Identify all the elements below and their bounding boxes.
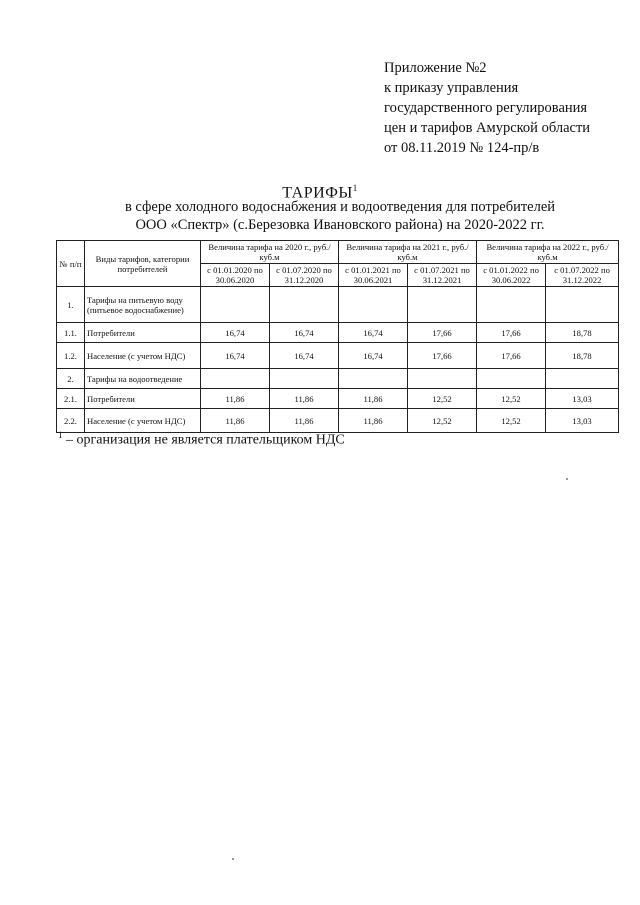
row-name: Тарифы на водоотведение bbox=[85, 369, 201, 389]
appendix-line: государственного регулирования bbox=[384, 100, 588, 116]
tariff-value bbox=[201, 369, 270, 389]
footnote-text: – организация не является плательщиком НДС bbox=[62, 432, 345, 448]
table-row bbox=[57, 343, 619, 369]
appendix-line: к приказу управления bbox=[384, 80, 519, 96]
row-num: 1. bbox=[57, 287, 85, 323]
tariff-value bbox=[339, 287, 408, 323]
header-period: с 01.07.2020 по 31.12.2020 bbox=[270, 264, 339, 287]
appendix-block bbox=[384, 58, 624, 158]
header-year-2020: Величина тарифа на 2020 г., руб./куб.м bbox=[201, 241, 339, 264]
tariff-value bbox=[408, 287, 477, 323]
tariff-value: 11,86 bbox=[270, 389, 339, 409]
row-name: Потребители bbox=[85, 323, 201, 343]
row-name: Население (с учетом НДС) bbox=[85, 343, 201, 369]
scan-speck bbox=[566, 478, 568, 480]
tariff-value: 16,74 bbox=[270, 343, 339, 369]
tariff-value bbox=[270, 369, 339, 389]
tariff-value: 17,66 bbox=[477, 323, 546, 343]
header-num: № п/п bbox=[57, 241, 85, 287]
header-period: с 01.07.2021 по 31.12.2021 bbox=[408, 264, 477, 287]
tariff-value bbox=[339, 369, 408, 389]
table-row bbox=[57, 369, 619, 389]
tariff-value: 16,74 bbox=[201, 323, 270, 343]
tariff-table bbox=[56, 240, 619, 433]
tariff-value: 17,66 bbox=[477, 343, 546, 369]
header-period: с 01.01.2021 по 30.06.2021 bbox=[339, 264, 408, 287]
header-kind: Виды тарифов, категории потребителей bbox=[85, 241, 201, 287]
header-year-2021: Величина тарифа на 2021 г., руб./куб.м bbox=[339, 241, 477, 264]
header-period: с 01.01.2022 по 30.06.2022 bbox=[477, 264, 546, 287]
document-subtitle bbox=[60, 198, 620, 234]
tariff-value: 16,74 bbox=[201, 343, 270, 369]
tariff-value: 13,03 bbox=[546, 409, 619, 433]
tariff-value: 11,86 bbox=[339, 409, 408, 433]
table-row bbox=[57, 287, 619, 323]
row-name: Тарифы на питьевую воду (питьевое водоснабжение) bbox=[85, 287, 201, 323]
title-footnote-mark: 1 bbox=[352, 183, 358, 193]
tariff-value: 12,52 bbox=[408, 389, 477, 409]
tariff-value: 18,78 bbox=[546, 323, 619, 343]
tariff-value: 11,86 bbox=[339, 389, 408, 409]
tariff-value: 12,52 bbox=[477, 409, 546, 433]
appendix-line: от 08.11.2019 № 124-пр/в bbox=[384, 140, 540, 156]
tariff-value bbox=[201, 287, 270, 323]
header-period: с 01.01.2020 по 30.06.2020 bbox=[201, 264, 270, 287]
tariff-value bbox=[546, 287, 619, 323]
header-year-2022: Величина тарифа на 2022 г., руб./куб.м bbox=[477, 241, 619, 264]
tariff-value: 11,86 bbox=[201, 409, 270, 433]
appendix-line: Приложение №2 bbox=[384, 60, 487, 76]
tariff-value: 16,74 bbox=[339, 323, 408, 343]
tariff-value bbox=[270, 287, 339, 323]
row-num: 2.1. bbox=[57, 389, 85, 409]
tariff-value bbox=[477, 287, 546, 323]
tariff-value: 17,66 bbox=[408, 323, 477, 343]
row-num: 2.2. bbox=[57, 409, 85, 433]
tariff-value: 11,86 bbox=[201, 389, 270, 409]
tariff-value: 17,66 bbox=[408, 343, 477, 369]
row-name: Население (с учетом НДС) bbox=[85, 409, 201, 433]
tariff-value bbox=[477, 369, 546, 389]
tariff-value: 11,86 bbox=[270, 409, 339, 433]
scan-speck bbox=[232, 858, 234, 860]
tariff-value: 12,52 bbox=[408, 409, 477, 433]
row-num: 1.2. bbox=[57, 343, 85, 369]
tariff-value bbox=[408, 369, 477, 389]
row-num: 1.1. bbox=[57, 323, 85, 343]
tariff-value bbox=[546, 369, 619, 389]
subtitle-line-1: в сфере холодного водоснабжения и водоотведения для потребителей bbox=[124, 199, 556, 215]
header-period: с 01.07.2022 по 31.12.2022 bbox=[546, 264, 619, 287]
tariff-value: 16,74 bbox=[339, 343, 408, 369]
tariff-value: 12,52 bbox=[477, 389, 546, 409]
tariff-value: 13,03 bbox=[546, 389, 619, 409]
subtitle-line-2: ООО «Спектр» (с.Березовка Ивановского района) на 2020-2022 гг. bbox=[135, 217, 545, 233]
table-row bbox=[57, 409, 619, 433]
tariff-value: 18,78 bbox=[546, 343, 619, 369]
title-text: ТАРИФЫ bbox=[282, 184, 353, 202]
table-row bbox=[57, 389, 619, 409]
table-row bbox=[57, 323, 619, 343]
footnote-mark: 1 bbox=[58, 430, 63, 440]
tariff-value: 16,74 bbox=[270, 323, 339, 343]
row-name: Потребители bbox=[85, 389, 201, 409]
row-num: 2. bbox=[57, 369, 85, 389]
appendix-line: цен и тарифов Амурской области bbox=[384, 120, 591, 136]
footnote bbox=[58, 430, 345, 449]
